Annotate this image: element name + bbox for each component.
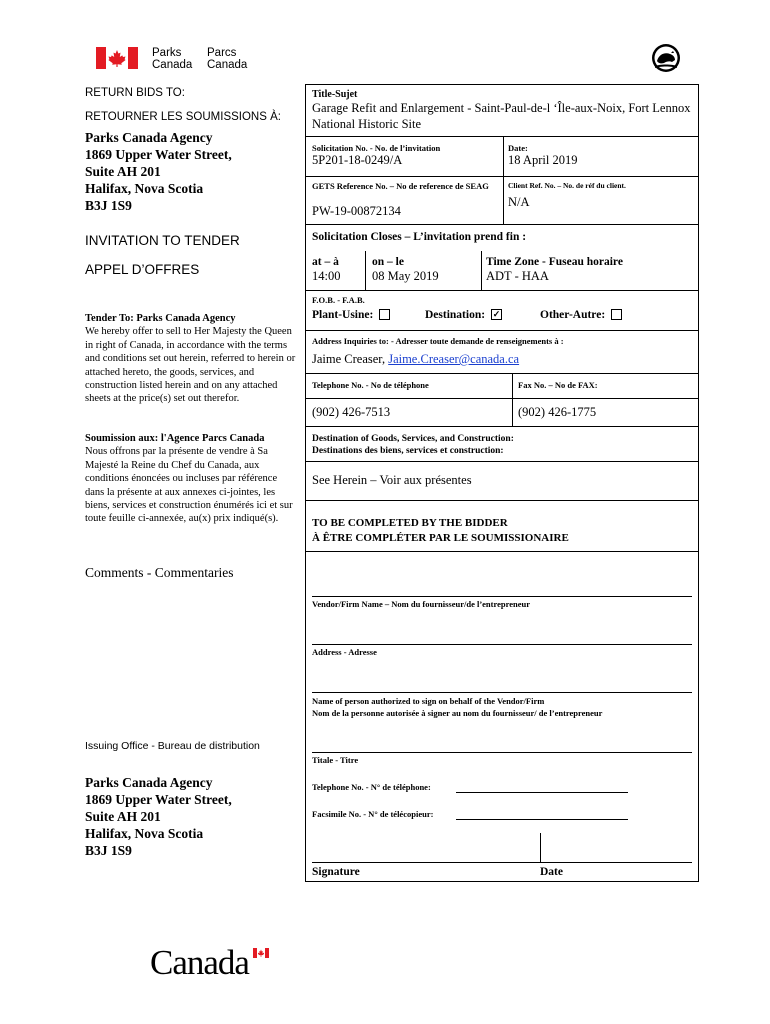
timezone-value: ADT - HAA xyxy=(486,269,549,283)
tender-to-text: We hereby offer to sell to Her Majesty the Queen in right of Canada, in accordance with the terms and conditions set out herein, referred to herein or attached hereto, the goods, services, and construction listed herein and on any attached sheets at the price(s) set out therefor. xyxy=(85,326,296,405)
on-label: on – le xyxy=(372,256,404,268)
destination-goods-label: Destination of Goods, Services, and Construction: Destinations des biens, services et construction: xyxy=(312,434,514,456)
invitation-fr: APPEL D’OFFRES xyxy=(85,262,200,277)
plant-checkbox[interactable] xyxy=(379,309,390,320)
authorized-label: Name of person authorized to sign on behalf of the Vendor/Firm Nom de la personne autorisée à signer au nom du fournisseur/ de l’entrepreneur xyxy=(312,696,603,718)
other-checkbox[interactable] xyxy=(611,309,622,320)
return-address: Parks Canada Agency 1869 Upper Water Street, Suite AH 201 Halifax, Nova Scotia B3J 1S9 xyxy=(85,130,232,213)
return-bids-en: RETURN BIDS TO: xyxy=(85,87,185,99)
canada-wordmark xyxy=(150,944,270,984)
bidder-heading: TO BE COMPLETED BY THE BIDDER À ÊTRE COMPLÉTER PAR LE SOUMISSIONAIRE xyxy=(312,517,569,544)
client-ref-label: Client Ref. No. – No. de réf du client. xyxy=(508,181,626,190)
plant-label: Plant-Usine: xyxy=(312,309,374,321)
telephone-value: (902) 426-7513 xyxy=(312,405,391,419)
gets-label: GETS Reference No. – No de reference de SEAG xyxy=(312,181,489,191)
date-signed-label: Date xyxy=(540,866,563,878)
comments-label: Comments - Commentaries xyxy=(85,565,234,580)
issuing-office-label: Issuing Office - Bureau de distribution xyxy=(85,740,260,752)
bidder-title-label: Titale - Titre xyxy=(312,755,359,765)
title-value: Garage Refit and Enlargement - Saint-Paul-de-l ‘Île-aux-Noix, Fort Lennox National Historic Site xyxy=(312,101,691,131)
bidder-telephone-line[interactable] xyxy=(456,792,628,793)
parks-en-line1: Parks xyxy=(152,47,182,59)
solicitation-value: 5P201-18-0249/A xyxy=(312,153,403,167)
other-option[interactable] xyxy=(540,309,622,321)
canada-wordmark-text: Canada xyxy=(150,943,249,982)
contact-name: Jaime Creaser, xyxy=(312,352,386,366)
parks-canada-logo xyxy=(96,47,256,73)
parks-fr-line2: Canada xyxy=(207,59,248,71)
bidder-telephone-label: Telephone No. - N° de téléphone: xyxy=(312,782,431,792)
timezone-label: Time Zone - Fuseau horaire xyxy=(486,256,623,268)
contact-email-link[interactable]: Jaime.Creaser@canada.ca xyxy=(388,352,520,366)
at-value: 14:00 xyxy=(312,269,341,283)
wordmark-flag-icon xyxy=(253,948,269,958)
on-value: 08 May 2019 xyxy=(372,269,439,283)
signature-label: Signature xyxy=(312,866,360,878)
fob-label: F.O.B. - F.A.B. xyxy=(312,295,365,305)
title-line[interactable] xyxy=(312,752,692,753)
soumission-heading: Soumission aux: l'Agence Parcs Canada xyxy=(85,433,265,444)
fax-value: (902) 426-1775 xyxy=(518,405,597,419)
canada-flag-icon xyxy=(96,47,138,69)
vendor-label: Vendor/Firm Name – Nom du fournisseur/de l’entrepreneur xyxy=(312,599,530,609)
at-label: at – à xyxy=(312,256,339,268)
destination-label: Destination: xyxy=(425,309,486,321)
solicitation-label: Solicitation No. - No. de l’invitation xyxy=(312,143,441,153)
telephone-label: Telephone No. - No de téléphone xyxy=(312,380,429,390)
destination-goods-value: See Herein – Voir aux présentes xyxy=(312,473,472,487)
fax-label: Fax No. – No de FAX: xyxy=(518,380,598,390)
plant-option[interactable] xyxy=(312,309,390,321)
authorized-name-line[interactable] xyxy=(312,692,692,693)
beaver-emblem-icon xyxy=(650,42,682,74)
address-label: Address - Adresse xyxy=(312,647,377,657)
facsimile-line[interactable] xyxy=(456,819,628,820)
address-line[interactable] xyxy=(312,644,692,645)
client-ref-value: N/A xyxy=(508,195,530,209)
vendor-name-line[interactable] xyxy=(312,596,692,597)
destination-checkbox[interactable]: ✓ xyxy=(492,308,501,319)
date-value: 18 April 2019 xyxy=(508,153,578,167)
return-bids-fr: RETOURNER LES SOUMISSIONS À: xyxy=(85,111,281,123)
gets-value: PW-19-00872134 xyxy=(312,204,401,218)
parks-fr-line1: Parcs xyxy=(207,47,237,59)
soumission-text: Nous offrons par la présente de vendre à Sa Majesté la Reine du Chef du Canada, aux conditions énoncées ou incluses par référence dans la présente at aux annexes ci-jointes, les biens, services et construction énumérés ici et sur toute feuille ci-annexée, au(x) prix indiqué(s). xyxy=(85,446,293,525)
issuing-address: Parks Canada Agency 1869 Upper Water Street, Suite AH 201 Halifax, Nova Scotia B3J 1S9 xyxy=(85,775,232,858)
facsimile-label: Facsimile No. - N° de télécopieur: xyxy=(312,809,434,819)
closes-label: Solicitation Closes – L’invitation prend fin : xyxy=(312,231,527,243)
tender-to-heading: Tender To: Parks Canada Agency xyxy=(85,313,236,324)
other-label: Other-Autre: xyxy=(540,309,606,321)
signature-line[interactable] xyxy=(312,862,692,863)
title-label: Title-Sujet xyxy=(312,89,358,100)
parks-en-line2: Canada xyxy=(152,59,193,71)
invitation-en: INVITATION TO TENDER xyxy=(85,233,240,248)
contact-line xyxy=(312,352,519,367)
destination-option[interactable] xyxy=(425,309,502,321)
date-label: Date: xyxy=(508,143,528,153)
address-inquiries-label: Address Inquiries to: - Adresser toute demande de renseignements à : xyxy=(312,336,564,346)
